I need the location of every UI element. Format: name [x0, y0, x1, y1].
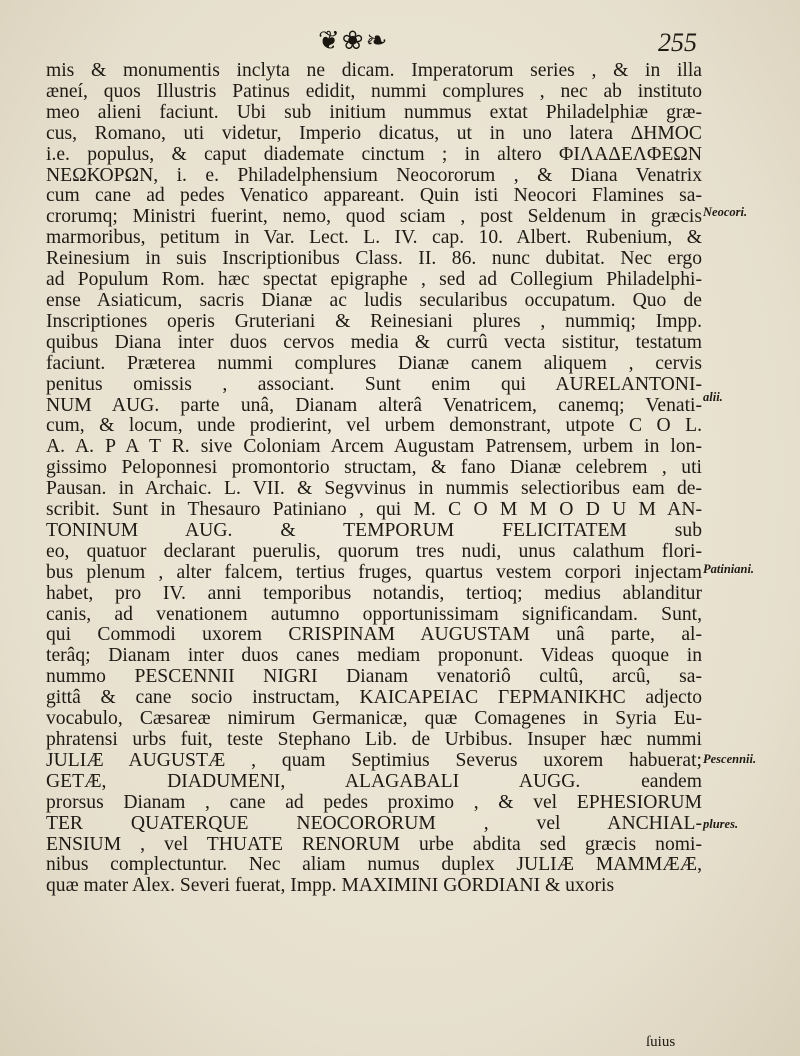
margin-note: Neocori.: [703, 205, 748, 219]
margin-note: Pescennii.: [703, 752, 757, 766]
text-line: nibus complectuntur. Nec aliam numus duplex JULIÆ MAMMÆÆ,: [46, 855, 702, 876]
text-line: phratensi urbs fuit, teste Stephano Lib. de Urbibus. Insuper hæc nummi: [46, 730, 702, 750]
text-line: Inscriptiones operis Gruteriani & Reinesiani plures , nummiq; Impp.: [46, 311, 702, 332]
text-line: ENSIUM , vel THUATE RENORUM urbe abdita sed græcis nomi-: [46, 834, 702, 855]
margin-note: Patiniani.: [703, 562, 755, 576]
text-line: æneí, quos Illustris Patinus edidit, nummi complures , nec ab instituto: [46, 81, 702, 102]
text-line: quæ mater Alex. Severi fuerat, Impp. MAXIMINI GORDIANI & uxoris: [46, 876, 615, 897]
text-line: GETÆ, DIADUMENI, ALAGABALI AUGG. eandem: [46, 771, 702, 792]
margin-note: plures.: [703, 817, 739, 831]
text-line: prorsus Dianam , cane ad pedes proximo , & vel EPHESIORUM: [46, 792, 702, 813]
text-line: A. A. P A T R. sive Coloniam Arcem Augustam Patrensem, urbem in lon-: [46, 437, 702, 458]
running-head: [0, 22, 800, 62]
text-line: ense Asiaticum, sacris Dianæ ac ludis secularibus occupatum. Quo de: [46, 290, 702, 311]
text-line: TONINUM AUG. & TEMPORUM FELICITATEM sub: [46, 520, 702, 541]
header-ornament: ❦❀❧: [318, 26, 390, 55]
text-line: JULIÆ AUGUSTÆ , quam Septimius Severus uxorem habuerat;: [46, 750, 702, 771]
text-line: ΝΕΩΚΟΡΩΝ, i. e. Philadelphensium Neocororum , & Diana Venatrix: [46, 165, 702, 186]
text-line: nummo PESCENNII NIGRI Dianam venatoriô cultû, arcû, sa-: [46, 667, 702, 688]
text-line: NUM AUG. parte unâ, Dianam alterâ Venatricem, canemq; Venati-: [46, 395, 702, 416]
text-line: cum, & locum, unde prodierint, vel urbem demonstrant, utpote C O L.: [46, 416, 702, 437]
text-line: mis & monumentis inclyta ne dicam. Imperatorum series , & in illa: [46, 61, 702, 81]
text-line: quibus Diana inter duos cervos media & currû vecta sistitur, testatum: [46, 332, 702, 353]
text-line: penitus omissis , associant. Sunt enim qui AURELANTONI-: [46, 374, 702, 395]
text-line: TER QUATERQUE NEOCORORUM , vel ANCHIAL-: [46, 813, 702, 834]
text-line: i.e. populus, & caput diademate cinctum ; in altero ΦΙΛΑΔΕΛΦΕΩΝ: [46, 144, 702, 165]
text-line: marmoribus, petitum in Var. Lect. L. IV. cap. 10. Albert. Rubenium, &: [46, 228, 702, 249]
text-line: Pausan. in Archaic. L. VII. & Segvvinus in nummis selectioribus eam de-: [46, 479, 702, 500]
text-line: gittâ & cane socio instructam, ΚΑΙCΑΡΕΙΑC ΓΕΡΜΑΝΙΚΗC adjecto: [46, 688, 702, 709]
text-line: eo, quatuor declarant puerulis, quorum tres nudi, unus calathum flori-: [46, 541, 702, 562]
text-line: cus, Romano, uti videtur, Imperio dicatus, ut in uno latera ΔΗΜΟC: [46, 123, 702, 144]
text-line: terâq; Dianam inter duos canes mediam proponunt. Videas quoque in: [46, 646, 702, 667]
text-line: bus plenum , alter falcem, tertius fruges, quartus vestem corpori injectam: [46, 562, 702, 583]
margin-note: alii.: [703, 390, 723, 404]
text-line: faciunt. Præterea nummi complures Dianæ canem aliquem , cervis: [46, 353, 702, 374]
text-line: ad Populum Rom. hæc spectat epigraphe , sed ad Collegium Philadelphi-: [46, 270, 702, 291]
text-line: gissimo Peloponnesi promontorio structam, & fano Dianæ celebrem , uti: [46, 458, 702, 479]
page-number: 255: [658, 28, 697, 57]
text-line: cum cane ad pedes Venatico appareant. Quin isti Neocori Flamines sa-: [46, 186, 702, 207]
text-line: meo alieni faciunt. Ubi sub initium nummus extat Philadelphiæ græ-: [46, 102, 702, 123]
text-line: habet, pro IV. anni temporibus notandis, tertioq; medius ablanditur: [46, 583, 702, 604]
catchword: ſuius: [646, 1034, 676, 1050]
text-line: vocabulo, Cæsareæ nimirum Germanicæ, quæ Comagenes in Syria Eu-: [46, 709, 702, 730]
text-line: canis, ad venationem autumno opportunissimam significandam. Sunt,: [46, 604, 702, 625]
text-line: qui Commodi uxorem CRISPINAM AUGUSTAM unâ parte, al-: [46, 625, 702, 646]
text-line: crorumq; Ministri fuerint, nemo, quod sciam , post Seldenum in græcis: [46, 207, 702, 228]
body-text: [46, 61, 702, 897]
text-line: Reinesium in suis Inscriptionibus Class. II. 86. nunc dubitat. Nec ergo: [46, 249, 702, 270]
text-line: scribit. Sunt in Thesauro Patiniano , qui M. C O M M O D U M AN-: [46, 500, 702, 521]
